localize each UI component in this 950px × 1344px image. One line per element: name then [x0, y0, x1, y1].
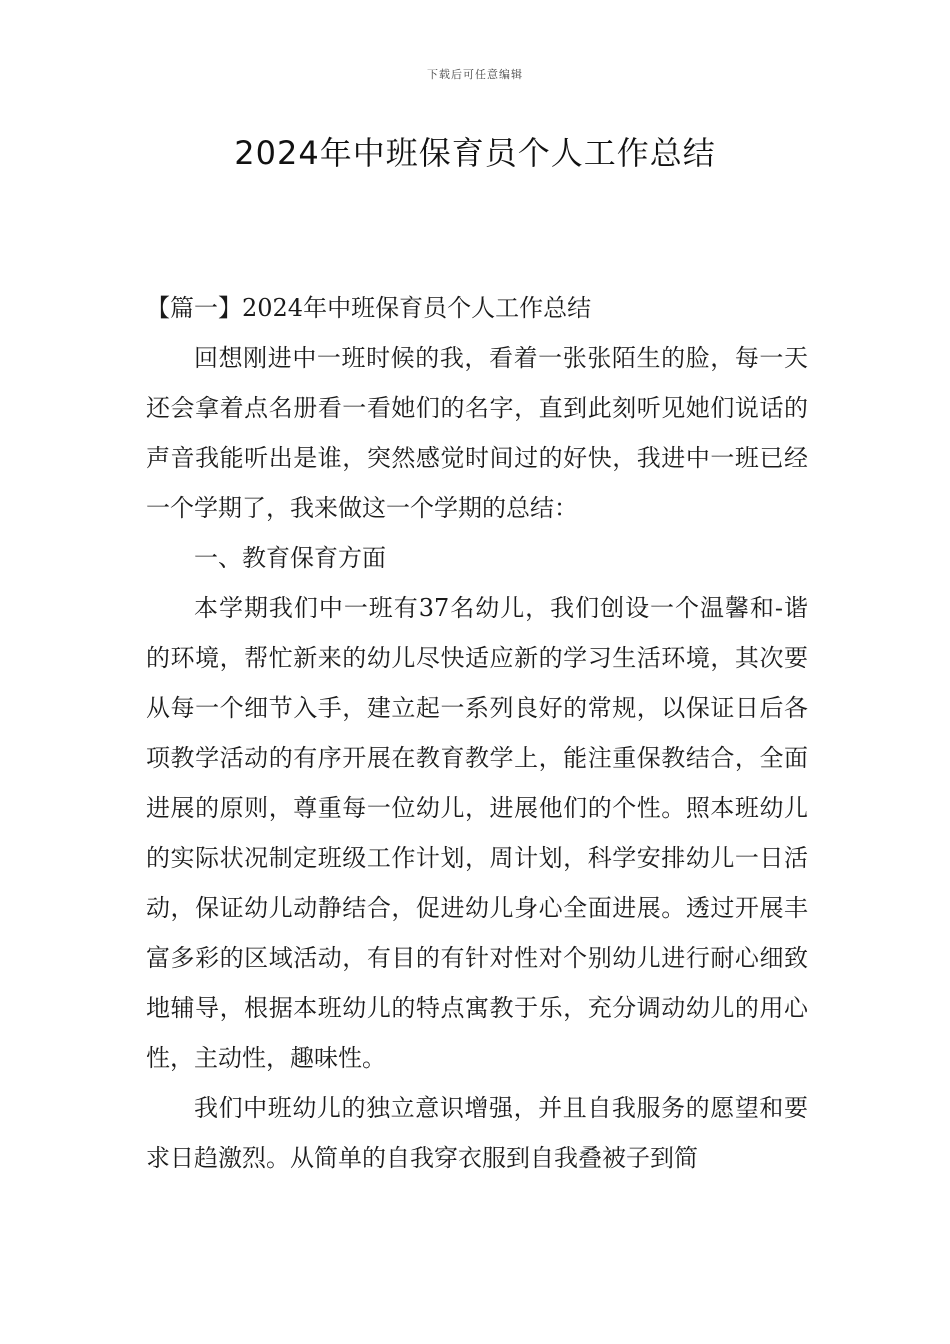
header-note: 下载后可任意编辑 [427, 68, 523, 81]
paragraph-intro: 回想刚进中一班时候的我，看着一张张陌生的脸，每一天还会拿着点名册看一看她们的名字，直到此刻听见她们说话的声音我能听出是谁，突然感觉时间过的好快，我进中一班已经一个学期了，我来做这一个学期的总结： [146, 344, 808, 522]
document-body [146, 283, 808, 1183]
subheading-education: 一、教育保育方面 [194, 544, 386, 572]
document-title: 2024年中班保育员个人工作总结 [234, 134, 716, 172]
paragraph-independence: 我们中班幼儿的独立意识增强，并且自我服务的愿望和要求日趋激烈。从简单的自我穿衣服到自我叠被子到简 [146, 1094, 808, 1172]
paragraph-education: 本学期我们中一班有37名幼儿，我们创设一个温馨和-谐的环境，帮忙新来的幼儿尽快适应新的学习生活环境，其次要从每一个细节入手，建立起一系列良好的常规，以保证日后各项教学活动的有序开展在教育教学上，能注重保教结合，全面进展的原则，尊重每一位幼儿，进展他们的个性。照本班幼儿的实际状况制定班级工作计划，周计划，科学安排幼儿一日活动，保证幼儿动静结合，促进幼儿身心全面进展。透过开展丰富多彩的区域活动，有目的有针对性对个别幼儿进行耐心细致地辅导，根据本班幼儿的特点寓教于乐，充分调动幼儿的用心性，主动性，趣味性。 [146, 594, 808, 1072]
section-heading: 【篇一】2024年中班保育员个人工作总结 [146, 294, 592, 322]
